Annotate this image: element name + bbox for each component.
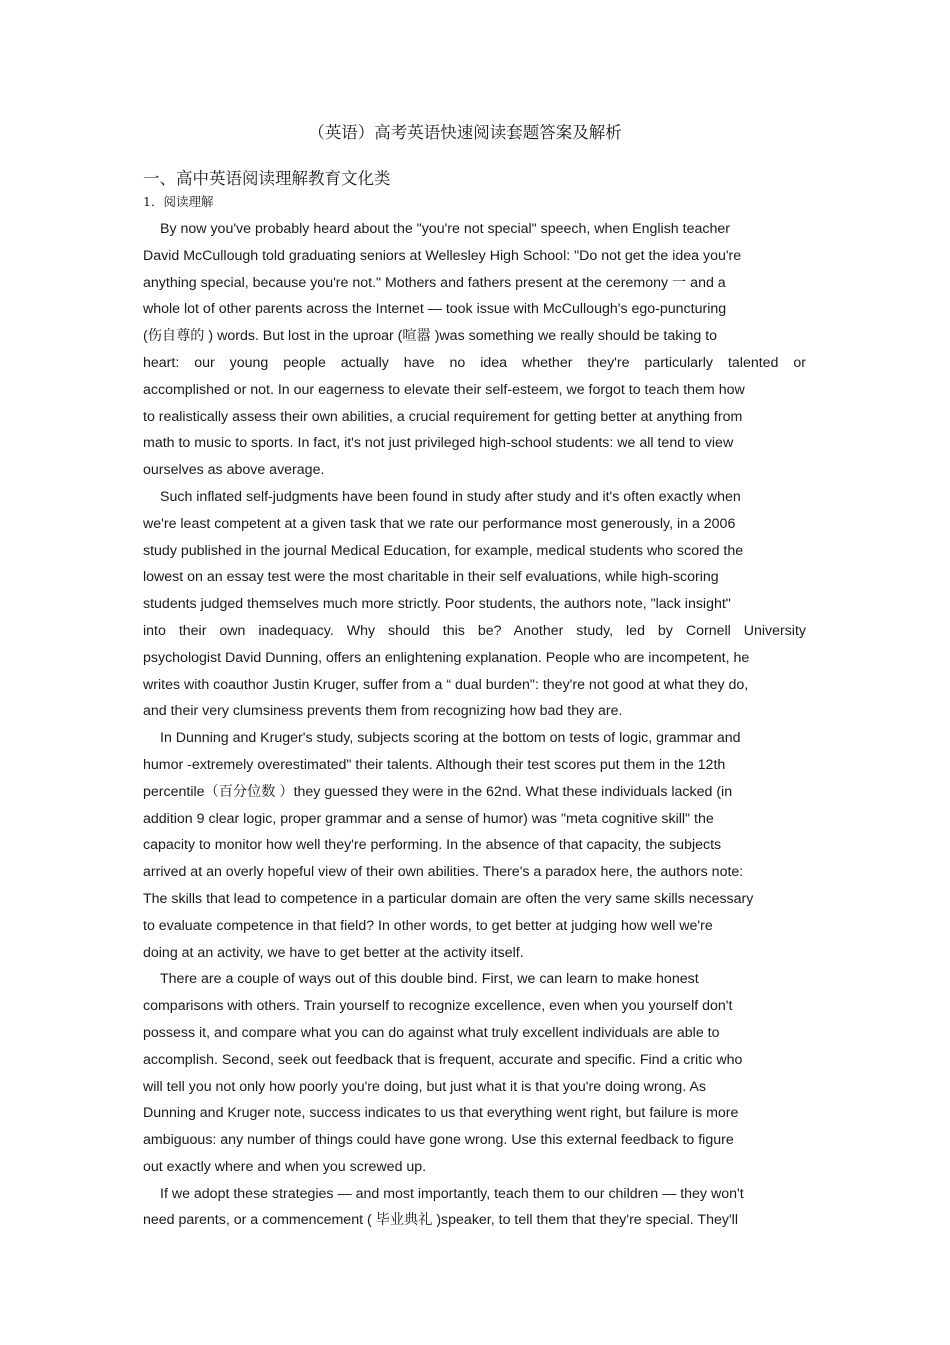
passage-line: The skills that lead to competence in a particular domain are often the very same skills necessary — [143, 890, 754, 907]
passage-line: will tell you not only how poorly you're doing, but just what it is that you're doing wrong. As — [143, 1078, 706, 1095]
passage-line: If we adopt these strategies — and most importantly, teach them to our children — they won't — [160, 1185, 744, 1202]
passage-line: There are a couple of ways out of this double bind. First, we can learn to make honest — [160, 971, 699, 988]
passage-line: comparisons with others. Train yourself to recognize excellence, even when you yourself don't — [143, 998, 733, 1015]
passage-line: ourselves as above average. — [143, 462, 325, 479]
passage-body — [143, 216, 933, 1234]
passage-line: arrived at an overly hopeful view of their own abilities. There's a paradox here, the authors note: — [143, 864, 744, 881]
passage-line: accomplished or not. In our eagerness to elevate their self-esteem, we forgot to teach them how — [143, 381, 745, 398]
passage-line: anything special, because you're not." Mothers and fathers present at the ceremony 一 and a — [143, 274, 726, 291]
passage-line: into their own inadequacy. Why should this be? Another study, led by Cornell University — [143, 622, 806, 639]
document-title: （英语）高考英语快速阅读套题答案及解析 — [308, 123, 622, 142]
passage-line: Dunning and Kruger note, success indicates to us that everything went right, but failure is more — [143, 1105, 739, 1122]
passage-line: By now you've probably heard about the "you're not special" speech, when English teacher — [160, 221, 730, 237]
passage-line: whole lot of other parents across the Internet — took issue with McCullough's ego-puncturing — [143, 301, 727, 318]
passage-line: need parents, or a commencement ( 毕业典礼 )speaker, to tell them that they're special. They'll — [143, 1212, 738, 1229]
passage-line: and their very clumsiness prevents them from recognizing how bad they are. — [143, 703, 623, 720]
passage-line: Such inflated self-judgments have been found in study after study and it's often exactly when — [160, 488, 741, 505]
passage-line: math to music to sports. In fact, it's not just privileged high-school students: we all tend to view — [143, 435, 734, 452]
passage-line: addition 9 clear logic, proper grammar and a sense of humor) was "meta cognitive skill" the — [143, 810, 714, 827]
passage-line: doing at an activity, we have to get better at the activity itself. — [143, 944, 524, 961]
passage-line: to realistically assess their own abilities, a crucial requirement for getting better at anything from — [143, 408, 743, 425]
section-heading: 一、高中英语阅读理解教育文化类 — [143, 169, 391, 188]
passage-line: capacity to monitor how well they're performing. In the absence of that capacity, the subjects — [143, 837, 722, 854]
passage-line: humor -extremely overestimated" their talents. Although their test scores put them in the 12th — [143, 756, 726, 773]
passage-line: In Dunning and Kruger's study, subjects scoring at the bottom on tests of logic, grammar and — [160, 730, 741, 747]
passage-line: lowest on an essay test were the most charitable in their self evaluations, while high-scoring — [143, 569, 719, 586]
passage-line: ambiguous: any number of things could have gone wrong. Use this external feedback to figure — [143, 1132, 734, 1149]
passage-line: heart: our young people actually have no idea whether they're particularly talented or — [143, 354, 806, 371]
passage-line: percentile（百分位数 ）they guessed they were in the 62nd. What these individuals lacked (in — [143, 783, 733, 800]
passage-line: possess it, and compare what you can do against what truly excellent individuals are able to — [143, 1024, 720, 1041]
passage-line: we're least competent at a given task that we rate our performance most generously, in a 2006 — [143, 515, 736, 532]
passage-line: students judged themselves much more strictly. Poor students, the authors note, "lack insight" — [143, 596, 731, 613]
passage-line: to evaluate competence in that field? In other words, to get better at judging how well we're — [143, 917, 713, 934]
passage-line: David McCullough told graduating seniors at Wellesley High School: "Do not get the idea you're — [143, 247, 742, 264]
passage-line: psychologist David Dunning, offers an enlightening explanation. People who are incompetent, he — [143, 649, 750, 666]
question-label: 1．阅读理解 — [143, 194, 214, 209]
passage-line: out exactly where and when you screwed up. — [143, 1158, 427, 1175]
passage-line: study published in the journal Medical Education, for example, medical students who scored the — [143, 542, 744, 559]
passage-line: (伤自尊的 ) words. But lost in the uproar (喧嚣 )was something we really should be taking to — [143, 328, 718, 345]
passage-line: writes with coauthor Justin Kruger, suffer from a “ dual burden": they're not good at what they do, — [143, 676, 749, 693]
passage-line: accomplish. Second, seek out feedback that is frequent, accurate and specific. Find a critic who — [143, 1051, 743, 1068]
